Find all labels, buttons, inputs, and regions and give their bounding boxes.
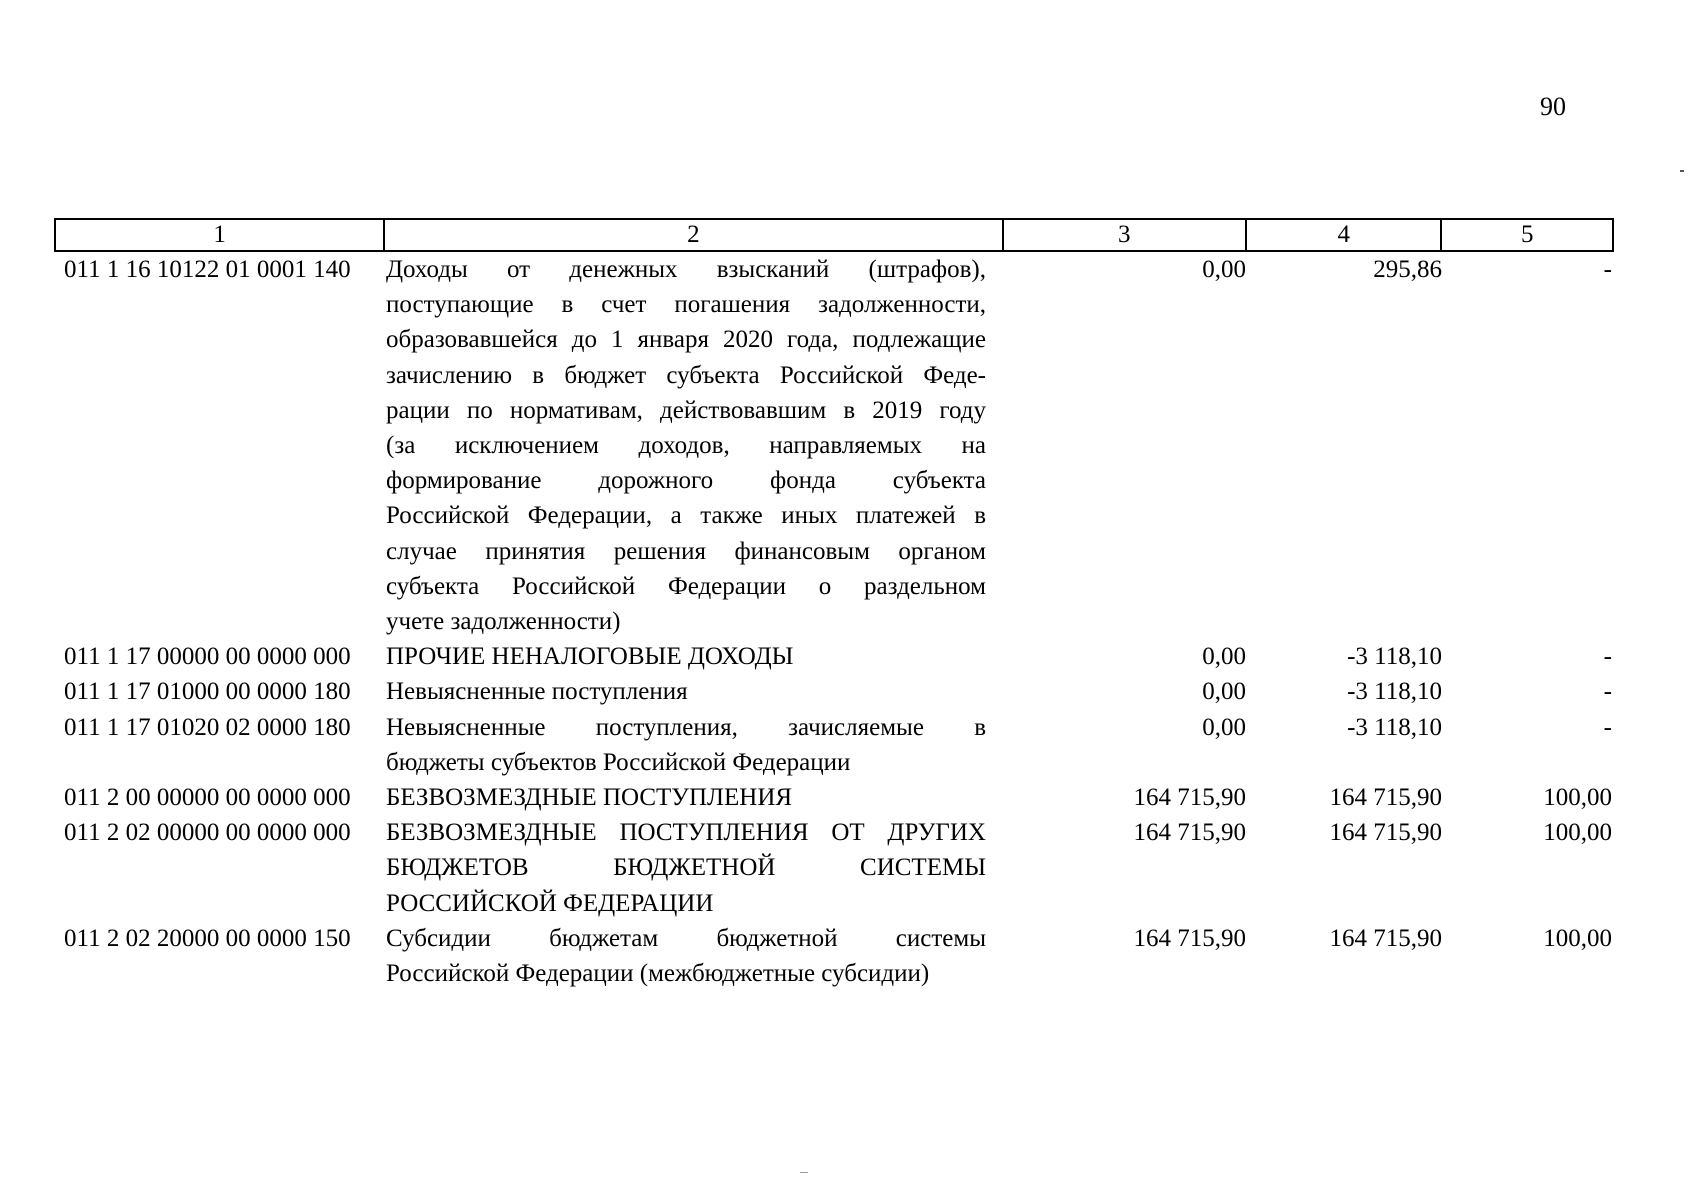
plan-amount-cell: 0,00 [1202,256,1246,283]
revenue-name-line: Субсидии бюджетам бюджетной системы [386,924,986,952]
revenue-name-line: БЕЗВОЗМЕЗДНЫЕ ПОСТУПЛЕНИЯ [386,784,793,812]
revenue-name-cell [384,639,1004,674]
budget-code-cell: 011 1 17 01000 00 0000 180 [64,678,351,706]
header-col-3: 3 [1004,220,1247,250]
revenue-name-line: БЕЗВОЗМЕЗДНЫЕ ПОСТУПЛЕНИЯ ОТ ДРУГИХ [386,819,986,847]
table-header-row [54,218,1614,252]
header-col-4: 4 [1247,220,1443,250]
actual-amount-cell: -3 118,10 [1347,643,1442,671]
scan-mark-bottom [800,1172,808,1173]
header-col-5: 5 [1520,221,1534,248]
percent-cell: - [1603,713,1612,741]
plan-amount-cell: 0,00 [1202,713,1246,741]
plan-amount-cell: 164 715,90 [1133,819,1246,847]
revenue-name-line: БЮДЖЕТОВ БЮДЖЕТНОЙ СИСТЕМЫ [386,854,986,882]
revenue-name-line: формирование дорожного фонда субъекта [386,467,986,495]
header-col-1: 1 [56,220,385,250]
table-row [54,921,1614,991]
table-row [54,710,1614,780]
percent-cell: 100,00 [1543,784,1612,812]
revenue-name-cell [384,674,1004,709]
actual-amount-cell: 164 715,90 [1329,784,1442,812]
revenue-name-cell [384,710,1004,780]
plan-amount-cell: 164 715,90 [1133,784,1246,812]
budget-code-cell: 011 1 17 01020 02 0000 180 [64,713,351,741]
revenue-table [54,218,1614,991]
revenue-name-line: Доходы от денежных взысканий (штрафов), [386,256,986,283]
plan-amount-cell: 0,00 [1202,678,1246,706]
revenue-name-line: (за исключением доходов, направляемых на [386,432,986,460]
revenue-name-line: субъекта Российской Федерации о раздельном [386,572,986,600]
table-row [54,252,1614,639]
revenue-name-cell [384,780,1004,815]
revenue-name-line: бюджеты субъектов Российской Федерации [386,748,851,776]
percent-cell: - [1603,256,1612,283]
plan-amount-cell: 164 715,90 [1133,924,1246,952]
revenue-name-line: Российской Федерации (межбюджетные субсидии) [386,960,930,988]
revenue-name-line: поступающие в счет погашения задолженности, [386,291,986,319]
table-row [54,674,1614,709]
actual-amount-cell: 295,86 [1373,256,1442,283]
revenue-name-line: ПРОЧИЕ НЕНАЛОГОВЫЕ ДОХОДЫ [386,643,794,671]
table-row [54,815,1614,921]
actual-amount-cell: 164 715,90 [1329,924,1442,952]
revenue-name-line: Невыясненные поступления [386,678,688,706]
plan-amount-cell: 0,00 [1202,643,1246,671]
table-row [54,639,1614,674]
percent-cell: 100,00 [1543,819,1612,847]
revenue-name-line: случае принятия решения финансовым органом [386,537,986,565]
revenue-name-cell [384,921,1004,991]
actual-amount-cell: -3 118,10 [1347,678,1442,706]
budget-code-cell: 011 1 17 00000 00 0000 000 [64,643,351,671]
revenue-name-line: учете задолженности) [386,608,621,636]
actual-amount-cell: 164 715,90 [1329,819,1442,847]
revenue-name-line: рации по нормативам, действовавшим в 2019 году [386,396,986,424]
revenue-name-line: зачислению в бюджет субъекта Российской Феде- [386,361,986,389]
actual-amount-cell: -3 118,10 [1347,713,1442,741]
budget-code-cell: 011 2 02 20000 00 0000 150 [64,924,351,952]
budget-code-cell: 011 1 16 10122 01 0001 140 [64,256,351,283]
table-body [54,252,1614,991]
revenue-name-line: образовавшейся до 1 января 2020 года, подлежащие [386,326,986,354]
revenue-name-line: Российской Федерации, а также иных платежей в [386,502,986,530]
percent-cell: - [1603,643,1612,671]
header-col-2: 2 [385,220,1003,250]
revenue-name-line: Невыясненные поступления, зачисляемые в [386,713,986,741]
page-number: 90 [1540,92,1566,121]
revenue-name-cell [384,252,1004,639]
table-row [54,780,1614,815]
percent-cell: 100,00 [1543,924,1612,952]
budget-code-cell: 011 2 00 00000 00 0000 000 [64,784,351,812]
scan-mark [1680,170,1684,172]
revenue-name-line: РОССИЙСКОЙ ФЕДЕРАЦИИ [386,889,714,917]
revenue-name-cell [384,815,1004,921]
budget-code-cell: 011 2 02 00000 00 0000 000 [64,819,351,847]
percent-cell: - [1603,678,1612,706]
